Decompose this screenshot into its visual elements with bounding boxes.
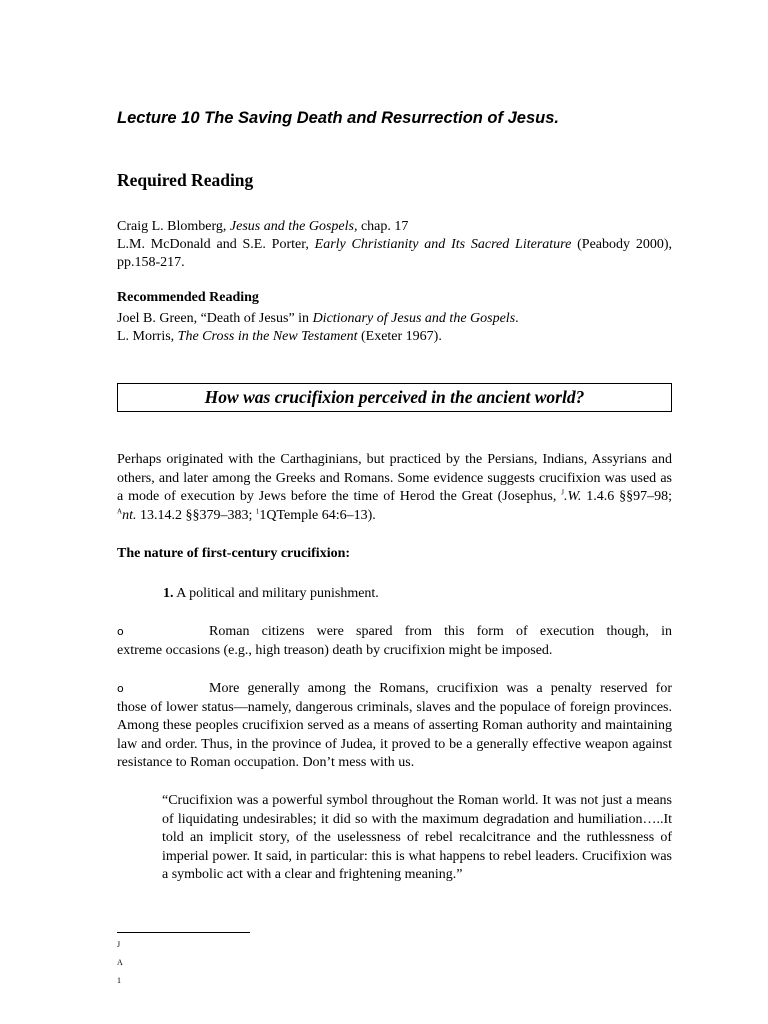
recommended-reading-item: L. Morris, The Cross in the New Testament (Exeter 1967). [117,329,442,344]
footnote-ref[interactable]: A [117,506,123,515]
recommended-reading-item: Joel B. Green, “Death of Jesus” in Dictionary of Jesus and the Gospels. [117,311,519,326]
section-title-box: How was crucifixion perceived in the ancient world? [117,383,672,412]
bullet-item: o Roman citizens were spared from this form of execution though, in extreme occasions (e.g., high treason) death by crucifixion might be imposed. [117,624,672,658]
bullet-mark: o [117,625,124,638]
footnote-divider [117,932,250,933]
required-reading-item: L.M. McDonald and S.E. Porter, Early Christianity and Its Sacred Literature (Peabody 2000), pp.158-217. [117,237,672,270]
footnote: J [117,940,121,949]
footnote-ref[interactable]: J [561,488,564,497]
bullet-item: o More generally among the Romans, crucifixion was a penalty reserved for those of lower status—namely, dangerous criminals, slaves and the populace of foreign provinces. Among these peoples crucifixion served as a means of asserting Roman authority and maintaining law and order. Thus, in the province of Judea, it proved to be a generally effective weapon against resistance to Roman occupation. Don’t mess with us. [117,681,672,770]
bullet-mark: o [117,682,124,695]
footnote-ref[interactable]: 1 [255,506,260,515]
intro-paragraph: Perhaps originated with the Carthaginians, but practiced by the Persians, Indians, Assyrians and others, and later among the Greeks and Romans. Some evidence suggests crucifixion was used as a mode of execution by Jews before the time of Herod the Great (Josephus, $^J$.W. 1.4.6 §§97–98; $^A$nt. 13.14.2 §§379–383; $^1$1QTemple 64:6–13). [117,452,673,523]
required-reading-heading: Required Reading [117,170,254,190]
numbered-point: 1. A political and military punishment. [163,586,379,601]
nature-heading: The nature of first-century crucifixion: [117,546,351,561]
required-reading-item: Craig L. Blomberg, Jesus and the Gospels, chap. 17 [117,219,409,234]
book-title: The Cross in the New Testament [177,329,358,344]
footnote: 1 [117,976,121,985]
recommended-reading-heading: Recommended Reading [117,290,259,305]
footnote: A [117,958,123,967]
book-title: Early Christianity and Its Sacred Literature [314,237,572,252]
lecture-title: Lecture 10 The Saving Death and Resurrection of Jesus. [117,109,559,127]
book-title: Jesus and the Gospels, [229,219,358,234]
block-quote: “Crucifixion was a powerful symbol throughout the Roman world. It was not just a means of liquidating undesirables; it did so with the maximum degradation and humiliation…..It told an implicit story, of the uselessness of rebel recalcitrance and the ruthlessness of imperial power. It said, in particular: this is what happens to rebel leaders. Crucifixion was a symbolic act with a clear and frightening meaning.” [162,793,672,882]
book-title: Dictionary of Jesus and the Gospels [312,311,516,326]
